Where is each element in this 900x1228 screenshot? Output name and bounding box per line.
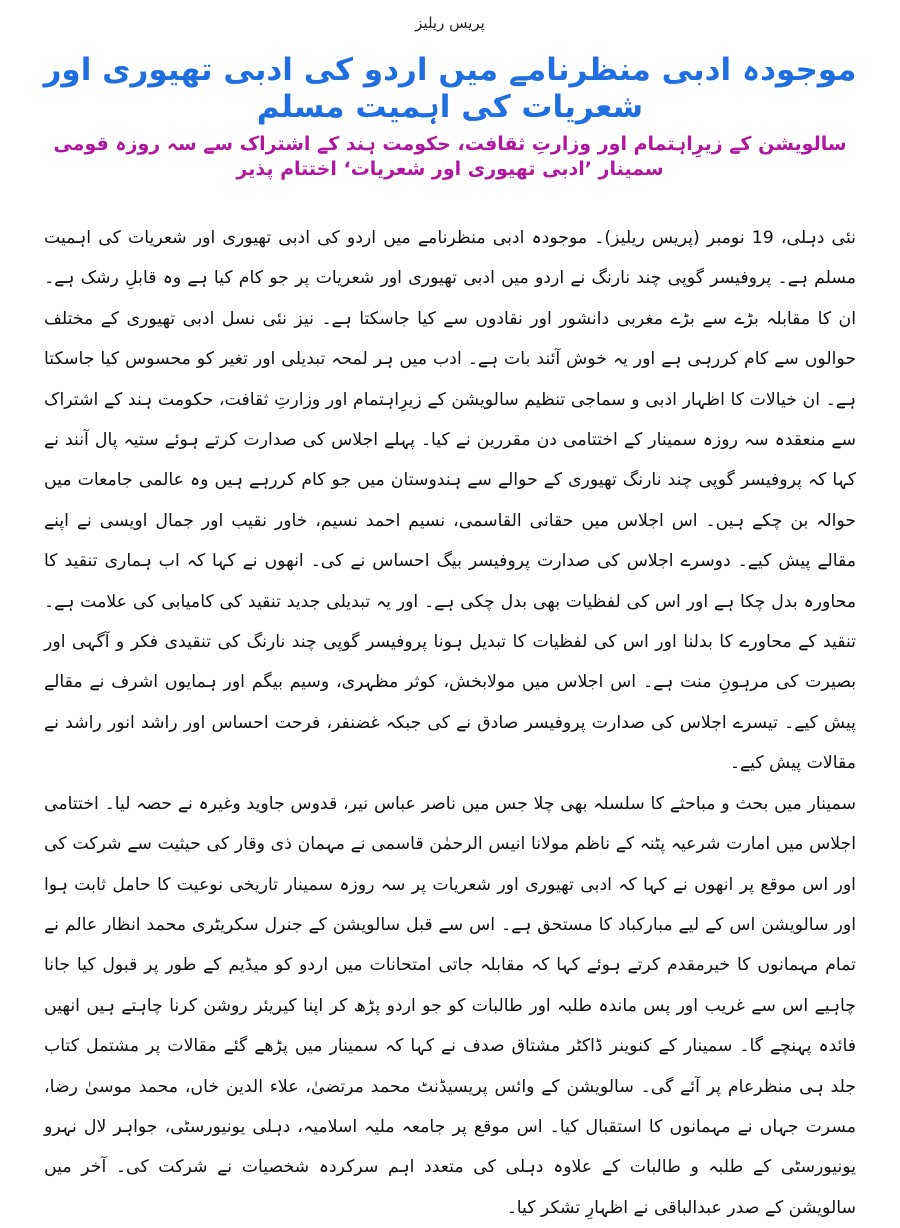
paragraph-1: نئی دہلی، 19 نومبر (پریس ریلیز)۔ موجودہ ادبی منظرنامے میں اردو کی ادبی تھیوری اور شعریات کی اہمیت مسلم ہے۔ پروفیسر گوپی چند نارنگ نے اردو میں ادبی تھیوری اور شعریات پر جو کام کیا ہے وہ قابلِ رشک ہے۔ ان کا مقابلہ بڑے سے بڑے مغربی دانشور اور نقادوں سے کیا جاسکتا ہے۔ نیز نئی نسل ادبی تھیوری کے مختلف حوالوں سے کام کررہی ہے اور یہ خوش آئند بات ہے۔ ادب میں ہر لمحہ تبدیلی اور تغیر کو محسوس کیا جاسکتا ہے۔ ان خیالات کا اظہار ادبی و سماجی تنظیم سالویشن کے زیرِاہتمام اور وزارتِ ثقافت، حکومت ہند کے اشتراک سے منعقدہ سہ روزہ سمینار کے اختتامی دن مقررین نے کیا۔ پہلے اجلاس کی صدارت کرتے ہوئے ستیہ پال آنند نے کہا کہ پروفیسر گوپی چند نارنگ تھیوری کے حوالے سے ہندوستان میں جو کام کررہے ہیں وہ عالمی جامعات میں حوالہ بن چکے ہیں۔ اس اجلاس میں حقانی القاسمی، نسیم احمد نسیم، خاور نقیب اور جمال اویسی نے اپنے مقالے پیش کیے۔ دوسرے اجلاس کی صدارت پروفیسر بیگ احساس نے کی۔ انھوں نے کہا کہ اب ہماری تنقید کا محاورہ بدل چکا ہے اور اس کی لفظیات بھی بدل چکی ہے۔ اور یہ تبدیلی جدید تنقید کی کامیابی کی علامت ہے۔ تنقید کے محاورے کا بدلنا اور اس کی لفظیات کا تبدیل ہونا پروفیسر گوپی چند نارنگ کی تنقیدی فکر و آگہی اور بصیرت کی مرہونِ منت ہے۔ اس اجلاس میں مولابخش، کوثر مظہری، وسیم بیگم اور ہمایوں اشرف نے مقالے پیش کیے۔ تیسرے اجلاس کی صدارت پروفیسر صادق نے کی جبکہ غضنفر، فرحت احساس اور راشد انور راشد نے مقالات پیش کیے۔ bbox=[44, 228, 856, 774]
article-body bbox=[44, 218, 856, 1228]
subheadline: سالویشن کے زیرِاہتمام اور وزارتِ ثقافت، حکومت ہند کے اشتراک سے سہ روزہ قومی سمینار ’ادبی تھیوری اور شعریات‘ اختتام پذیر bbox=[53, 133, 847, 180]
press-release-label: پریس ریلیز bbox=[415, 14, 485, 32]
headline: موجودہ ادبی منظرنامے میں اردو کی ادبی تھیوری اور شعریات کی اہمیت مسلم bbox=[43, 52, 857, 126]
paragraph-2: سمینار میں بحث و مباحثے کا سلسلہ بھی چلا جس میں ناصر عباس نیر، قدوس جاوید وغیرہ نے حصہ لیا۔ اختتامی اجلاس میں امارت شرعیہ پٹنہ کے ناظم مولانا انیس الرحمٰن قاسمی نے مہمان ذی وقار کی حیثیت سے شرکت کی اور اس موقع پر انھوں نے کہا کہ ادبی تھیوری اور شعریات پر سہ روزہ سمینار تاریخی نوعیت کا حامل ثابت ہوا اور سالویشن اس کے لیے مبارکباد کا مستحق ہے۔ اس سے قبل سالویشن کے جنرل سکریٹری محمد انظار عالم نے تمام مہمانوں کا خیرمقدم کرتے ہوئے کہا کہ مقابلہ جاتی امتحانات میں اردو کو میڈیم کے طور پر قبول کیا جانا چاہیے اس سے غریب اور پس ماندہ طلبہ اور طالبات کو جو اردو پڑھ کر اپنا کیریئر روشن کرنا چاہتے ہیں انھیں فائدہ پہنچے گا۔ سمینار کے کنوینر ڈاکٹر مشتاق صدف نے کہا کہ سمینار میں پڑھے گئے مقالات پر مشتمل کتاب جلد ہی منظرعام پر آئے گی۔ سالویشن کے وائس پریسیڈنٹ محمد مرتضیٰ، علاء الدین خاں، محمد موسیٰ رضا، مسرت جہاں نے مہمانوں کا استقبال کیا۔ اس موقع پر جامعہ ملیہ اسلامیہ، دہلی یونیورسٹی، جواہر لال نہرو یونیورسٹی کے طلبہ و طالبات کے علاوہ دہلی کی متعدد اہم سرکردہ شخصیات نے شرکت کی۔ آخر میں سالویشن کے صدر عبدالباقی نے اظہارِ تشکر کیا۔ bbox=[44, 793, 856, 1218]
